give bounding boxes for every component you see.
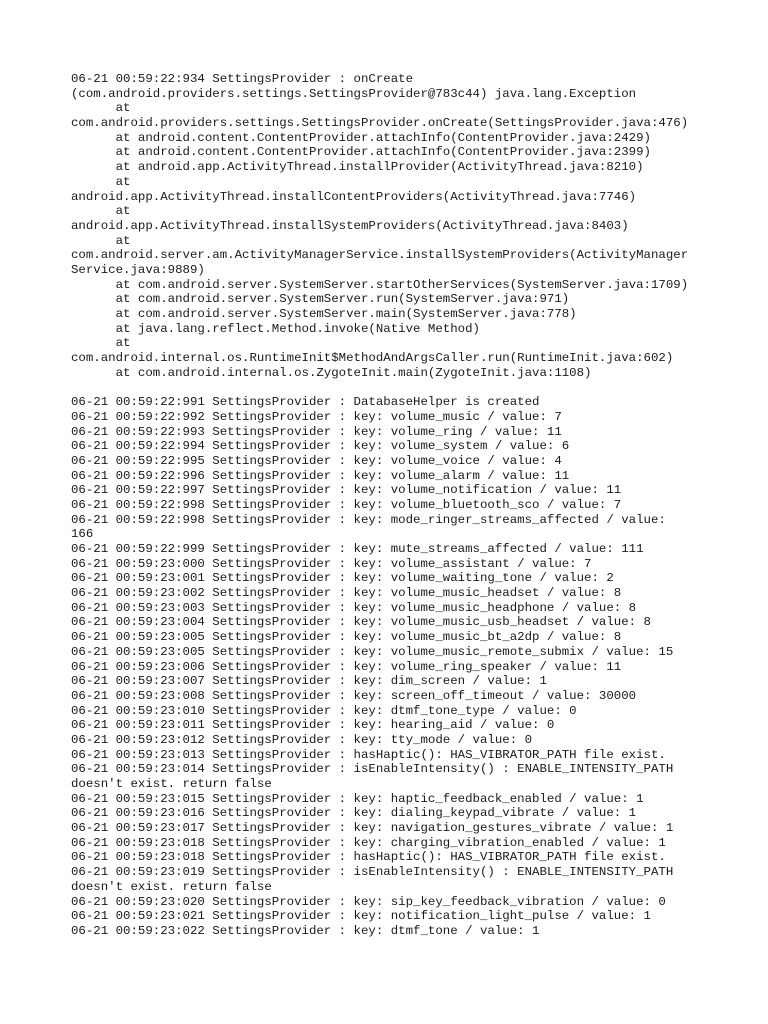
log-line: 06-21 00:59:22:996 SettingsProvider : key: volume_alarm / value: 11 (71, 468, 570, 483)
log-line: 06-21 00:59:23:005 SettingsProvider : key: volume_music_remote_submix / value: 15 (71, 644, 674, 659)
stack-trace-line: 06-21 00:59:22:934 SettingsProvider : onCreate (71, 72, 414, 86)
log-line: doesn't exist. return false (71, 879, 272, 894)
stack-trace-line: at android.content.ContentProvider.attachInfo(ContentProvider.java:2429) (71, 130, 651, 145)
stack-trace-line: at com.android.server.SystemServer.startOtherServices(SystemServer.java:1709) (71, 277, 689, 292)
log-line: 06-21 00:59:22:998 SettingsProvider : key: volume_bluetooth_sco / value: 7 (71, 497, 622, 512)
log-line: 06-21 00:59:22:991 SettingsProvider : DatabaseHelper is created (71, 395, 540, 410)
log-line: 06-21 00:59:23:006 SettingsProvider : key: volume_ring_speaker / value: 11 (71, 659, 622, 674)
stack-trace-line: at java.lang.reflect.Method.invoke(Native Method) (71, 321, 480, 336)
stack-trace-line: com.android.providers.settings.SettingsProvider.onCreate(SettingsProvider.java:476) (71, 116, 689, 131)
log-entries-block (71, 395, 701, 938)
log-line: 06-21 00:59:23:013 SettingsProvider : hasHaptic(): HAS_VIBRATOR_PATH file exist. (71, 747, 666, 762)
stack-trace-line: android.app.ActivityThread.installSystemProviders(ActivityThread.java:8403) (71, 218, 629, 233)
log-line: 06-21 00:59:23:001 SettingsProvider : key: volume_waiting_tone / value: 2 (71, 571, 614, 586)
stack-trace-line: at com.android.server.SystemServer.main(SystemServer.java:778) (71, 307, 577, 321)
stack-trace-line: com.android.server.am.ActivityManagerService.installSystemProviders(ActivityManager (71, 248, 689, 263)
log-line: 06-21 00:59:23:016 SettingsProvider : key: dialing_keypad_vibrate / value: 1 (71, 806, 637, 821)
log-line: 06-21 00:59:22:998 SettingsProvider : key: mode_ringer_streams_affected / value: (71, 512, 666, 527)
stack-trace-line: at (71, 336, 131, 351)
stack-trace-line: android.app.ActivityThread.installContentProviders(ActivityThread.java:7746) (71, 189, 637, 204)
log-line: 06-21 00:59:22:992 SettingsProvider : key: volume_music / value: 7 (71, 409, 562, 424)
log-line: 06-21 00:59:23:004 SettingsProvider : key: volume_music_usb_headset / value: 8 (71, 615, 651, 630)
log-line: 06-21 00:59:23:003 SettingsProvider : key: volume_music_headphone / value: 8 (71, 600, 637, 615)
log-line: doesn't exist. return false (71, 777, 272, 791)
paragraph-gap (71, 380, 701, 395)
stack-trace-line: at (71, 174, 131, 189)
log-line: 06-21 00:59:23:002 SettingsProvider : key: volume_music_headset / value: 8 (71, 586, 622, 601)
log-line: 06-21 00:59:23:019 SettingsProvider : isEnableIntensity() : ENABLE_INTENSITY_PATH (71, 865, 674, 880)
log-line: 06-21 00:59:22:997 SettingsProvider : key: volume_notification / value: 11 (71, 483, 622, 498)
log-line: 06-21 00:59:23:021 SettingsProvider : key: notification_light_pulse / value: 1 (71, 909, 651, 924)
stack-trace-line: at com.android.internal.os.ZygoteInit.main(ZygoteInit.java:1108) (71, 365, 592, 380)
stack-trace-line: at com.android.server.SystemServer.run(SystemServer.java:971) (71, 292, 570, 307)
log-line: 06-21 00:59:23:007 SettingsProvider : key: dim_screen / value: 1 (71, 674, 547, 689)
log-document (71, 72, 701, 939)
log-line: 06-21 00:59:23:008 SettingsProvider : key: screen_off_timeout / value: 30000 (71, 688, 637, 703)
log-line: 06-21 00:59:23:010 SettingsProvider : key: dtmf_tone_type / value: 0 (71, 703, 577, 718)
stack-trace-line: com.android.internal.os.RuntimeInit$MethodAndArgsCaller.run(RuntimeInit.java:602) (71, 351, 674, 366)
log-line: 06-21 00:59:23:015 SettingsProvider : key: haptic_feedback_enabled / value: 1 (71, 791, 644, 806)
log-line: 06-21 00:59:23:000 SettingsProvider : key: volume_assistant / value: 7 (71, 556, 592, 571)
stack-trace-line: Service.java:9889) (71, 262, 205, 277)
log-line: 06-21 00:59:23:017 SettingsProvider : key: navigation_gestures_vibrate / value: 1 (71, 821, 674, 836)
log-line: 06-21 00:59:23:022 SettingsProvider : key: dtmf_tone / value: 1 (71, 923, 540, 938)
log-line: 06-21 00:59:23:012 SettingsProvider : key: tty_mode / value: 0 (71, 732, 533, 747)
stack-trace-line: at (71, 101, 131, 116)
stack-trace-line: at (71, 233, 131, 248)
stack-trace-line: at android.content.ContentProvider.attachInfo(ContentProvider.java:2399) (71, 145, 651, 160)
log-line: 06-21 00:59:23:005 SettingsProvider : key: volume_music_bt_a2dp / value: 8 (71, 630, 622, 645)
log-line: 166 (71, 527, 94, 542)
stack-trace-block (71, 72, 701, 380)
log-line: 06-21 00:59:22:999 SettingsProvider : key: mute_streams_affected / value: 111 (71, 542, 644, 556)
stack-trace-line: at android.app.ActivityThread.installProvider(ActivityThread.java:8210) (71, 160, 644, 175)
log-line: 06-21 00:59:23:018 SettingsProvider : hasHaptic(): HAS_VIBRATOR_PATH file exist. (71, 850, 666, 865)
log-line: 06-21 00:59:22:995 SettingsProvider : key: volume_voice / value: 4 (71, 453, 562, 468)
log-line: 06-21 00:59:23:014 SettingsProvider : isEnableIntensity() : ENABLE_INTENSITY_PATH (71, 762, 674, 777)
log-line: 06-21 00:59:22:994 SettingsProvider : key: volume_system / value: 6 (71, 439, 570, 454)
log-line: 06-21 00:59:23:018 SettingsProvider : key: charging_vibration_enabled / value: 1 (71, 835, 666, 850)
log-line: 06-21 00:59:22:993 SettingsProvider : key: volume_ring / value: 11 (71, 424, 562, 439)
stack-trace-line: (com.android.providers.settings.SettingsProvider@783c44) java.lang.Exception (71, 86, 637, 101)
log-line: 06-21 00:59:23:020 SettingsProvider : key: sip_key_feedback_vibration / value: 0 (71, 894, 666, 909)
stack-trace-line: at (71, 204, 131, 219)
log-line: 06-21 00:59:23:011 SettingsProvider : key: hearing_aid / value: 0 (71, 718, 555, 733)
